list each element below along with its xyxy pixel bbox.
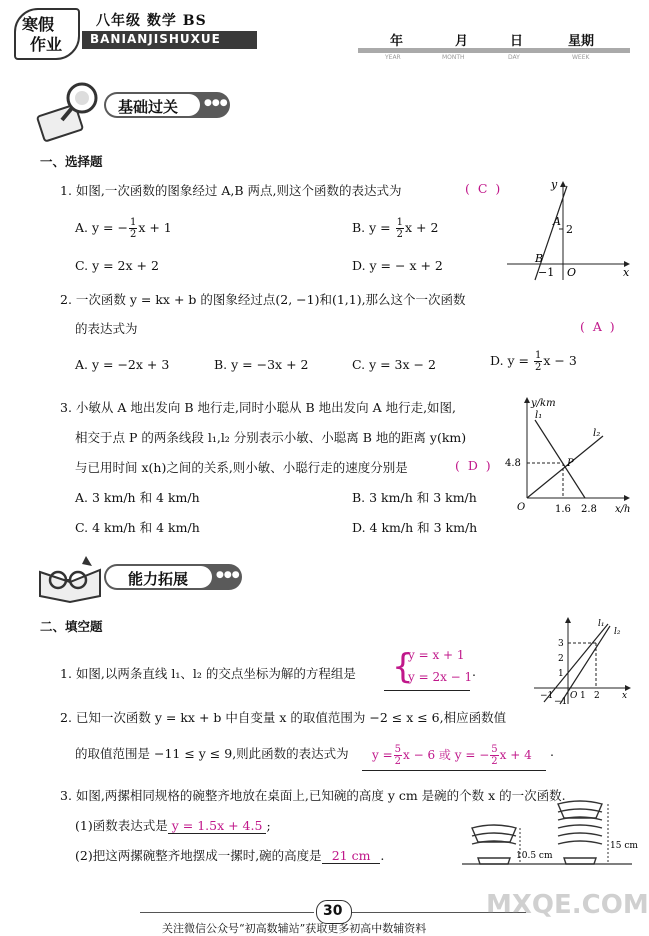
- q3-option-c: C. 4 km/h 和 4 km/h: [75, 520, 200, 535]
- q3-option-d: D. 4 km/h 和 3 km/h: [352, 520, 478, 535]
- q2-stem: 2. 一次函数 y = kx + b 的图象经过点(2, −1)和(1,1),那么这个一次函数: [60, 292, 466, 307]
- q1-graph-A: A: [553, 215, 561, 228]
- date-week-en: WEEK: [572, 54, 590, 61]
- book-title: 八年级 数学 BS: [96, 13, 207, 29]
- q1-graph-y: y: [551, 178, 558, 191]
- f1-graph-y1: 1: [558, 669, 564, 679]
- q3-graph-ylabel: y/km: [531, 398, 556, 409]
- date-year-en: YEAR: [385, 54, 401, 61]
- q3-graph: [505, 392, 635, 520]
- f1-graph-x1: 1: [580, 691, 586, 701]
- q3-answer: ( D ): [455, 458, 491, 473]
- f3-part2: (2)把这两摞碗整齐地摆成一摞时,碗的高度是 21 cm .: [75, 848, 385, 863]
- f1-end: .: [472, 664, 476, 679]
- book-glasses-icon: [36, 552, 106, 604]
- q3-graph-x28: 2.8: [581, 504, 597, 515]
- q1-graph-x: x: [623, 266, 630, 279]
- f1-graph-l2: l₂: [614, 627, 621, 637]
- watermark: MXQE.COM: [486, 890, 649, 920]
- date-day-en: DAY: [508, 54, 520, 61]
- q3-option-a: A. 3 km/h 和 4 km/h: [75, 490, 200, 505]
- f2-answer: y = $\frac{5}{2}$ x − 6 或 y = − $\frac{5}{2}$ x + 4: [362, 736, 546, 771]
- q2-answer: ( A ): [580, 319, 615, 334]
- f1-stem: 1. 如图,以两条直线 l₁、l₂ 的交点坐标为解的方程组是: [60, 666, 356, 681]
- q3-line2: 相交于点 P 的两条线段 l₁,l₂ 分别表示小敏、小聪离 B 地的距离 y(km): [75, 430, 467, 445]
- q3-graph-l1: l₁: [535, 410, 543, 421]
- pinyin-title: BANIANJISHUXUE: [90, 32, 221, 46]
- q3-graph-l2: l₂: [593, 428, 601, 439]
- q3-line1: 3. 小敏从 A 地出发向 B 地行走,同时小聪从 B 地出发向 A 地行走,如图,: [60, 400, 457, 415]
- f1-graph-xm1: −1: [540, 691, 554, 701]
- q1-option-b: B. y = $\frac{1}{2}$ x + 2: [352, 217, 439, 240]
- q3-option-b: B. 3 km/h 和 3 km/h: [352, 490, 477, 505]
- q1-graph-O: O: [567, 266, 577, 279]
- q3-graph-O: O: [517, 502, 526, 513]
- q3-graph-xlabel: x/h: [615, 504, 631, 515]
- q2-option-d: D. y = $\frac{1}{2}$ x − 3: [490, 350, 577, 373]
- f1-graph-y3: 3: [558, 639, 564, 649]
- f1-graph: [530, 614, 634, 706]
- q3-graph-P: P: [567, 458, 574, 469]
- f1-graph-x: x: [622, 691, 628, 701]
- f1-answer: [384, 646, 473, 691]
- f3-answer2: 21 cm: [322, 848, 381, 864]
- date-year: 年: [390, 34, 404, 49]
- date-day: 日: [510, 34, 524, 49]
- q2-option-a: A. y = −2x + 3: [75, 357, 170, 372]
- logo-line1: 寒假: [22, 15, 55, 34]
- section-choice-title: 一、选择题: [40, 154, 103, 169]
- page-number: 30: [323, 903, 343, 919]
- f1-eq2: y = 2x − 1: [408, 670, 473, 684]
- logo-line2: 作业: [30, 35, 63, 54]
- q1-option-d: D. y = − x + 2: [352, 258, 443, 273]
- date-month-en: MONTH: [442, 54, 465, 61]
- q3-line3: 与已用时间 x(h)之间的关系,则小敏、小聪行走的速度分别是: [75, 460, 408, 475]
- banner-basics-dots: ●●●: [204, 98, 228, 108]
- f1-brace: {: [392, 647, 414, 687]
- date-month: 月: [455, 34, 469, 49]
- q1-answer: ( C ): [465, 181, 501, 196]
- q1-graph: [505, 176, 635, 286]
- magnifier-reading-icon: [36, 76, 106, 140]
- bowls-height-large: 15 cm: [610, 841, 638, 851]
- f2-line2: 的取值范围是 −11 ≤ y ≤ 9,则此函数的表达式为: [75, 746, 349, 761]
- banner-extend-dots: ●●●: [216, 570, 240, 580]
- bowls-figure: [462, 800, 638, 890]
- footer-line-left: [140, 912, 314, 913]
- f1-graph-ym1: −1: [554, 697, 568, 707]
- banner-basics-title: 基础过关: [118, 98, 179, 116]
- date-week: 星期: [568, 34, 595, 49]
- q1-graph-two: 2: [566, 223, 573, 236]
- f1-graph-y2: 2: [558, 654, 564, 664]
- q2-option-b: B. y = −3x + 2: [214, 357, 309, 372]
- f3-stem: 3. 如图,两摞相同规格的碗整齐地放在桌面上,已知碗的高度 y cm 是碗的个数 x 的一次函数.: [60, 788, 566, 803]
- f1-graph-l1: l₁: [598, 619, 605, 629]
- header: [0, 0, 640, 60]
- q3-graph-x16: 1.6: [555, 504, 571, 515]
- section-fill-title: 二、填空题: [40, 619, 103, 634]
- f1-eq1: y = x + 1: [408, 648, 465, 662]
- f2-end: .: [550, 744, 554, 759]
- banner-extend-title: 能力拓展: [128, 570, 189, 588]
- q1-graph-B: B: [535, 252, 544, 265]
- q1-option-a: A. y = − $\frac{1}{2}$ x + 1: [75, 217, 172, 240]
- q1-graph-minus1: −1: [538, 266, 555, 279]
- f1-graph-O: O: [570, 691, 578, 701]
- q1-option-c: C. y = 2x + 2: [75, 258, 159, 273]
- q2-option-c: C. y = 3x − 2: [352, 357, 436, 372]
- f3-answer1: y = 1.5x + 4.5: [168, 818, 267, 834]
- f3-part1: (1)函数表达式是 y = 1.5x + 4.5 ;: [75, 818, 271, 833]
- f2-line1: 2. 已知一次函数 y = kx + b 中自变量 x 的取值范围为 −2 ≤ x ≤ 6,相应函数值: [60, 710, 507, 725]
- q3-graph-y48: 4.8: [505, 458, 521, 469]
- f1-graph-x2: 2: [594, 691, 600, 701]
- bowls-height-small: 10.5 cm: [516, 851, 553, 861]
- q1-stem: 1. 如图,一次函数的图象经过 A,B 两点,则这个函数的表达式为: [60, 183, 402, 198]
- footer-note: 关注微信公众号“初高数辅站”获取更多初高中数辅资料: [162, 922, 427, 935]
- q2-stem-2: 的表达式为: [75, 321, 138, 336]
